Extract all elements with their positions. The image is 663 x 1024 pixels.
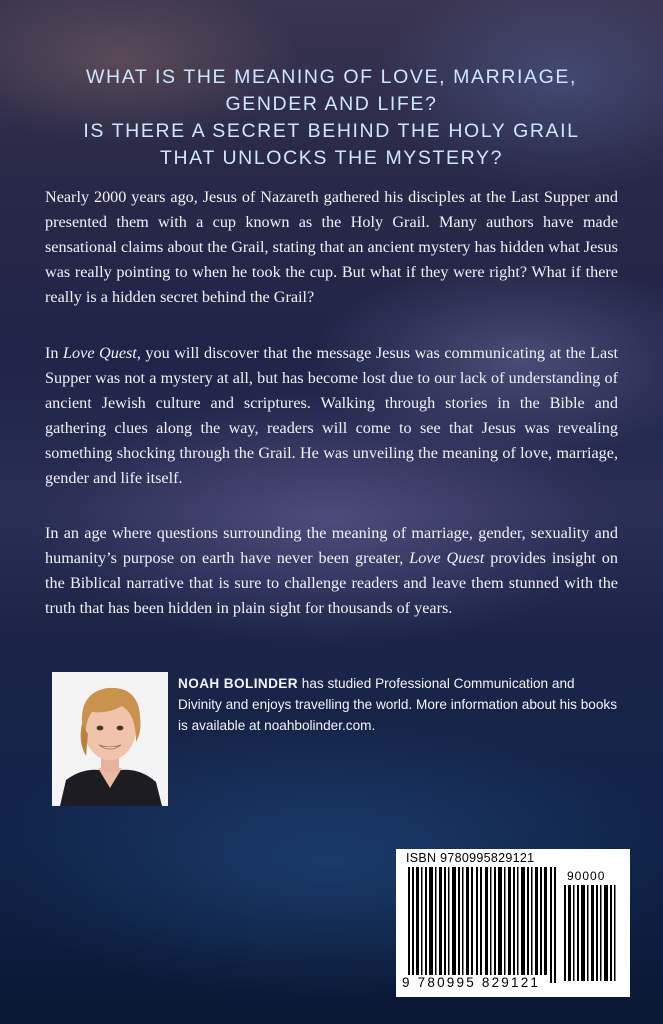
paragraph-text: provides insight on the Biblical narrative that is sure to challenge readers and leave them stunned with the truth that has been hidden in plain sight for thousands of years.: [45, 549, 618, 617]
blurb-paragraph-1: [45, 185, 618, 310]
author-portrait-icon: [52, 672, 168, 806]
isbn-label: ISBN 9780995829121: [406, 851, 535, 865]
paragraph-text: , you will discover that the message Jesus was communicating at the Last Supper was not a mystery at all, but has become lost due to our lack of understanding of ancient Jewish culture and scriptures. Walking through stories in the Bible and gathering clues along the way, readers will come to see that Jesus was revealing something shocking through the Grail. He was unveiling the meaning of love, marriage, gender and life itself.: [45, 344, 618, 487]
book-title: Love Quest: [409, 549, 485, 567]
blurb-paragraph-3: [45, 521, 618, 621]
heading-line: THAT UNLOCKS THE MYSTERY?: [159, 147, 504, 169]
heading-line: WHAT IS THE MEANING OF LOVE, MARRIAGE,: [86, 66, 577, 88]
addon-barcode-icon: [564, 885, 616, 981]
back-cover-heading: [40, 64, 623, 172]
heading-line: IS THERE A SECRET BEHIND THE HOLY GRAIL: [83, 120, 580, 142]
heading-line: GENDER AND LIFE?: [225, 93, 438, 115]
isbn-barcode: [396, 849, 630, 997]
paragraph-text: Nearly 2000 years ago, Jesus of Nazareth gathered his disciples at the Last Supper and presented them with a cup known as the Holy Grail. Many authors have made sensational claims about the Grail, stating that an ancient mystery has hidden what Jesus was really pointing to when he took the cup. But what if they were right? What if there really is a hidden secret behind the Grail?: [45, 188, 618, 306]
paragraph-text: In: [45, 344, 64, 362]
author-photo: [52, 672, 168, 806]
isbn-digits: 9 780995 829121: [402, 975, 541, 990]
blurb-paragraph-2: [45, 341, 618, 491]
author-bio: [178, 673, 618, 736]
book-title: Love Quest: [63, 344, 137, 362]
price-code: 90000: [567, 869, 606, 883]
author-name: NOAH BOLINDER: [178, 676, 298, 691]
paragraph-text: In an age where questions surrounding the meaning of marriage, gender, sexuality and humanity’s purpose on earth have never been greater,: [45, 524, 618, 567]
author-bio-text: has studied Professional Communication and Divinity and enjoys travelling the world. More information about his books is available at noahbolinder.com.: [178, 676, 617, 733]
barcode-bars-icon: [408, 867, 558, 983]
